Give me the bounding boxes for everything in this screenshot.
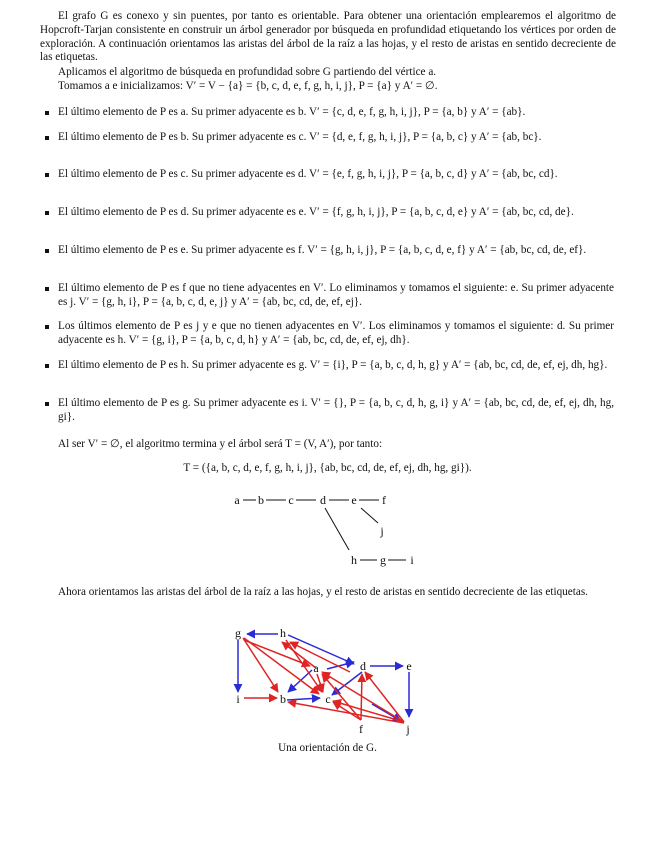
tree-formula: T = ({a, b, c, d, e, f, g, h, i, j}, {ab, bc, cd, de, ef, ej, dh, hg, gi}). xyxy=(183,462,472,474)
blue-arc xyxy=(287,698,320,700)
graph-node-c: c xyxy=(325,692,331,706)
graph-node-d: d xyxy=(360,659,366,673)
step-item: El último elemento de P es d. Su primer adyacente es e. V′ = {f, g, h, i, j}, P = {a, b, c, d, e} y A′ = {ab, bc, cd, de}. xyxy=(58,206,614,220)
tree-node-b: b xyxy=(258,493,264,507)
dfs-start-paragraph: Aplicamos el algoritmo de búsqueda en profundidad sobre G partiendo del vértice a. xyxy=(58,66,437,78)
graph-node-f: f xyxy=(359,722,363,736)
red-arc xyxy=(244,638,319,694)
step-item: Los últimos elemento de P es j y e que no tienen adyacentes en V′. Los eliminamos y tomamos el siguiente: d. Su primer adyacente es h. V′ = {g, i}, P = {a, b, c, d, h} y A′ = {ab, bc, cd, de, ef, ej, dh}. xyxy=(58,320,614,348)
tree-node-d: d xyxy=(320,493,326,507)
graph-node-e: e xyxy=(406,659,412,673)
step-item: El último elemento de P es e. Su primer adyacente es f. V′ = {g, h, i, j}, P = {a, b, c, d, e, f} y A′ = {ab, bc, cd, de, ef}. xyxy=(58,244,614,258)
graph-node-a: a xyxy=(313,661,319,675)
spanning-tree-diagram xyxy=(0,488,655,588)
graph-node-h: h xyxy=(280,626,286,640)
tree-edge xyxy=(361,508,378,523)
graph-node-b: b xyxy=(280,692,286,706)
graph-node-g: g xyxy=(235,626,241,640)
bullet-marker xyxy=(45,111,49,115)
intro-paragraph: El grafo G es conexo y sin puentes, por tanto es orientable. Para obtener una orientación emplearemos el algoritmo de Hopcroft-Tarjan consistente en construir un árbol generador por búsqueda en profundidad etiquetando los vértices por orden de exploración. A continuación orientamos las aristas del árbol de la raíz a las hojas, y el resto de aristas en sentido decreciente de las etiquetas. xyxy=(40,10,616,64)
red-arc xyxy=(290,642,350,672)
init-paragraph: Tomamos a e inicializamos: V′ = V − {a} = {b, c, d, e, f, g, h, i, j}, P = {a} y A′ = ∅. xyxy=(58,80,438,92)
figure-caption: Una orientación de G. xyxy=(278,742,377,754)
tree-node-i: i xyxy=(410,553,414,567)
red-arc xyxy=(322,672,404,722)
bullet-marker xyxy=(45,211,49,215)
graph-node-j: j xyxy=(406,722,410,736)
bullet-marker xyxy=(45,173,49,177)
bullet-marker xyxy=(45,136,49,140)
tree-node-h: h xyxy=(351,553,357,567)
step-item: El último elemento de P es f que no tiene adyacentes en V′. Lo eliminamos y tomamos el siguiente: e. Su primer adyacente es j. V′ = {g, h, i}, P = {a, b, c, d, e, j} y A′ = {ab, bc, cd, de, ef, ej}. xyxy=(58,282,614,310)
red-arc xyxy=(365,672,404,722)
step-item: El último elemento de P es h. Su primer adyacente es g. V′ = {i}, P = {a, b, c, d, h, g} y A′ = {ab, bc, cd, de, ef, ej, dh, hg}. xyxy=(58,359,614,373)
conclusion-paragraph: Al ser V′ = ∅, el algoritmo termina y el árbol será T = (V, A′), por tanto: xyxy=(58,438,383,450)
tree-node-f: f xyxy=(382,493,386,507)
tree-node-c: c xyxy=(288,493,294,507)
tree-node-a: a xyxy=(234,493,240,507)
bullet-marker xyxy=(45,325,49,329)
step-item: El último elemento de P es g. Su primer adyacente es i. V′ = {}, P = {a, b, c, d, h, g, i} y A′ = {ab, bc, cd, de, ef, ej, dh, hg, gi}. xyxy=(58,397,614,425)
graph-node-i: i xyxy=(236,692,240,706)
tree-node-j: j xyxy=(380,524,384,538)
step-item: El último elemento de P es b. Su primer adyacente es c. V′ = {d, e, f, g, h, i, j}, P = {a, b, c} y A′ = {ab, bc}. xyxy=(58,131,614,145)
tree-edge xyxy=(325,508,349,550)
step-item: El último elemento de P es a. Su primer adyacente es b. V′ = {c, d, e, f, g, h, i, j}, P = {a, b} y A′ = {ab}. xyxy=(58,106,614,120)
oriented-graph-diagram xyxy=(0,622,655,747)
step-item: El último elemento de P es c. Su primer adyacente es d. V′ = {e, f, g, h, i, j}, P = {a, b, c, d} y A′ = {ab, bc, cd}. xyxy=(58,168,614,182)
tree-node-e: e xyxy=(351,493,357,507)
tree-node-g: g xyxy=(380,553,386,567)
orientation-paragraph: Ahora orientamos las aristas del árbol de la raíz a las hojas, y el resto de aristas en sentido decreciente de las etiquetas. xyxy=(58,586,588,598)
bullet-marker xyxy=(45,287,49,291)
bullet-marker xyxy=(45,364,49,368)
bullet-marker xyxy=(45,402,49,406)
bullet-marker xyxy=(45,249,49,253)
blue-arc xyxy=(288,635,354,664)
